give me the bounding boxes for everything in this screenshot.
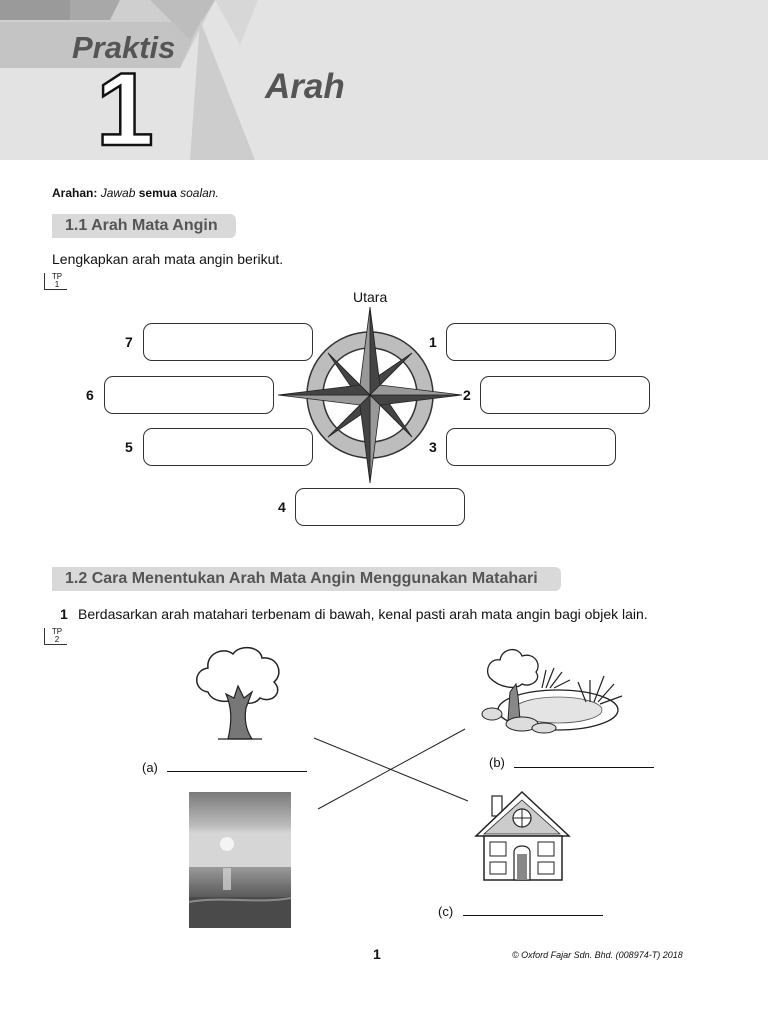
north-label: Utara xyxy=(353,289,388,305)
tp-label: TP xyxy=(51,627,63,636)
instruction-word-soalan: soalan. xyxy=(180,186,219,200)
question-number: 1 xyxy=(60,606,68,622)
label-c: (c) xyxy=(438,904,454,919)
section-1-1-heading: 1.1 Arah Mata Angin xyxy=(52,214,236,238)
answer-box-6[interactable] xyxy=(104,376,274,414)
answer-box-4[interactable] xyxy=(295,488,465,526)
copyright-text: © Oxford Fajar Sdn. Bhd. (008974-T) 2018 xyxy=(512,950,683,960)
praktis-label: Praktis xyxy=(72,30,176,65)
answer-box-1[interactable] xyxy=(446,323,616,361)
question-text: Berdasarkan arah matahari terbenam di bawah, kenal pasti arah mata angin bagi objek lain. xyxy=(78,606,648,622)
instruction-word-jawab: Jawab xyxy=(100,186,136,200)
answer-box-5[interactable] xyxy=(143,428,313,466)
tp-level: 1 xyxy=(54,280,60,289)
box-number-6: 6 xyxy=(86,387,94,403)
tp-1-badge xyxy=(44,273,67,290)
answer-line-b[interactable] xyxy=(514,767,654,768)
answer-box-2[interactable] xyxy=(480,376,650,414)
answer-line-a[interactable] xyxy=(167,771,307,772)
page-title: Arah xyxy=(265,67,345,106)
section-1-2-heading: 1.2 Cara Menentukan Arah Mata Angin Menggunakan Matahari xyxy=(52,567,561,591)
chapter-number: 1 xyxy=(96,52,154,168)
tp-level: 2 xyxy=(54,635,60,644)
tp-2-badge xyxy=(44,628,67,645)
section-1-1-prompt: Lengkapkan arah mata angin berikut. xyxy=(52,251,284,267)
box-number-2: 2 xyxy=(463,387,471,403)
label-b: (b) xyxy=(489,755,505,770)
box-number-5: 5 xyxy=(125,439,133,455)
instruction-label: Arahan: xyxy=(52,186,98,200)
tree-icon xyxy=(188,642,286,742)
box-number-4: 4 xyxy=(278,499,286,515)
instruction-word-semua: semua xyxy=(138,186,177,200)
box-number-7: 7 xyxy=(125,334,133,350)
answer-line-c[interactable] xyxy=(463,915,603,916)
tp-label: TP xyxy=(51,272,63,281)
answer-box-7[interactable] xyxy=(143,323,313,361)
box-number-1: 1 xyxy=(429,334,437,350)
instruction-line xyxy=(52,186,219,200)
page-number: 1 xyxy=(373,946,381,962)
answer-box-3[interactable] xyxy=(446,428,616,466)
sunset-image xyxy=(189,792,291,928)
matching-lines xyxy=(310,725,475,815)
box-number-3: 3 xyxy=(429,439,437,455)
label-a: (a) xyxy=(142,760,158,775)
house-icon xyxy=(474,790,572,884)
pond-icon xyxy=(480,640,626,735)
